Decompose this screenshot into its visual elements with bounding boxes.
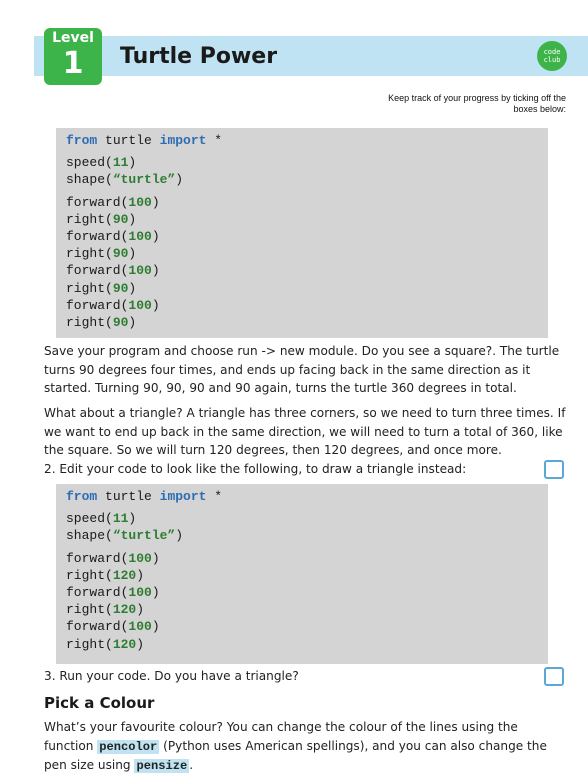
code-line: right(90)	[66, 314, 137, 330]
paragraph-pick-a-colour: What’s your favourite colour? You can change the colour of the lines using the function pencolor (Python uses American spellings), and you can also change the pen size using pensize .	[44, 720, 547, 773]
code-line: forward(100)	[66, 297, 160, 313]
code-line: forward(100)	[66, 228, 160, 244]
code-line: from turtle import *	[66, 489, 223, 504]
code-club-logo-icon	[537, 41, 567, 71]
code-inline-pensize: pensize	[136, 759, 188, 773]
level-label: Level	[52, 30, 94, 46]
code-line: speed(11)	[66, 155, 137, 171]
progress-note: Keep track of your progress by ticking off the boxes below:	[388, 93, 566, 114]
code-line: shape(“turtle”)	[66, 172, 184, 188]
page-title: Turtle Power	[120, 44, 278, 69]
code-line: forward(100)	[66, 550, 160, 566]
code-line: right(120)	[66, 602, 145, 618]
code-inline-pencolor: pencolor	[99, 739, 158, 754]
level-badge	[44, 28, 102, 85]
code-block-square	[56, 128, 548, 338]
code-line: forward(100)	[66, 194, 160, 210]
code-line: right(120)	[66, 636, 145, 652]
progress-checkbox-step-3[interactable]	[544, 667, 564, 686]
section-heading-pick-a-colour: Pick a Colour	[44, 694, 155, 712]
code-line: speed(11)	[66, 511, 137, 527]
paragraph-triangle-explanation: What about a triangle? A triangle has three corners, so we need to turn three times. If we want to end up back in the same direction, we will need to turn a total of 360, like the square. So we will turn 120 degrees, then 120 degrees, and once more.	[44, 406, 566, 457]
header-band	[34, 36, 588, 76]
step-2-instruction: 2. Edit your code to look like the following, to draw a triangle instead:	[44, 462, 467, 476]
paragraph-square-explanation: Save your program and choose run -> new module. Do you see a square?. The turtle turns 90 degrees four times, and ends up facing back in the same direction as it started. Turning 90, 90, 90 and 90 again, turns the turtle 360 degrees in total.	[44, 344, 560, 395]
code-line: forward(100)	[66, 584, 160, 600]
level-number: 1	[62, 46, 84, 81]
step-3-instruction: 3. Run your code. Do you have a triangle?	[44, 669, 299, 683]
code-block-triangle	[56, 484, 548, 664]
code-line: shape(“turtle”)	[66, 528, 184, 544]
logo-text-line2: club	[543, 56, 561, 64]
code-line: forward(100)	[66, 263, 160, 279]
code-line: from turtle import *	[66, 133, 223, 148]
code-line: forward(100)	[66, 619, 160, 635]
code-line: right(90)	[66, 280, 137, 296]
progress-checkbox-step-2[interactable]	[544, 460, 564, 479]
logo-text-line1: code	[543, 48, 561, 56]
code-line: right(120)	[66, 567, 145, 583]
code-line: right(90)	[66, 246, 137, 262]
code-line: right(90)	[66, 211, 137, 227]
